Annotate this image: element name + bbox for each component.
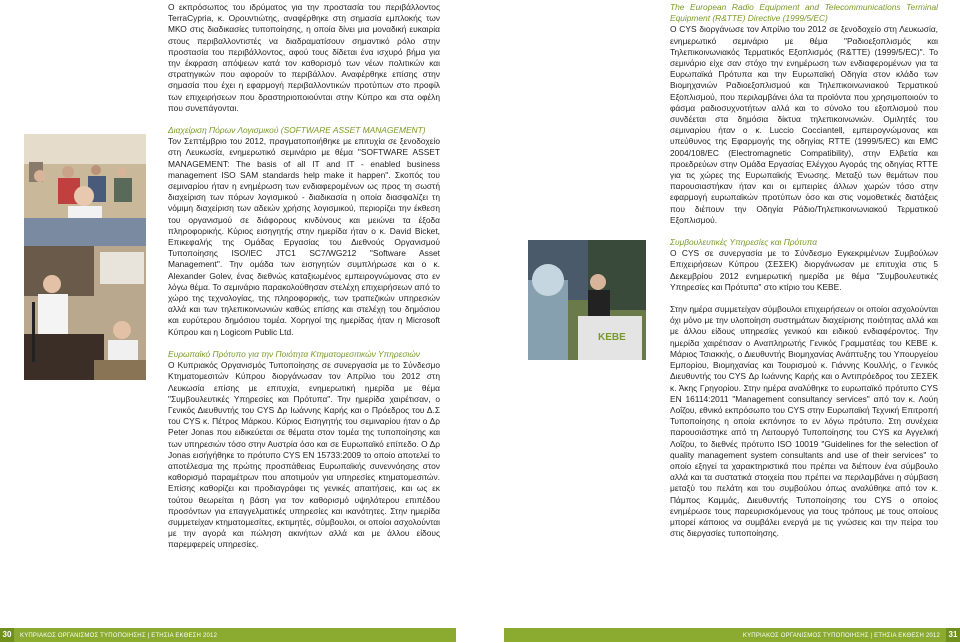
rtte-paragraph: Ο CYS διοργάνωσε τον Απρίλιο του 2012 σε ξενοδοχείο στη Λευκωσία, ενημερωτικό σεμινάριο με θέμα "Ραδιοεξοπλισμός και Τηλεπικοινωνιακός Τερματικός Εξοπλισμός (R&TTE) (1999/5/EC)". Το σεμινάριο είχε σαν στόχο την ενημέρωση των ενδιαφερομένων για τα Ευρωπαϊκά Πρότυπα και την Ευρωπαϊκή Οδηγία στον κλάδο των Βιομηχανιών Ραδιοεξοπλισμού και Τηλεπικοινωνιακού Τερματικού Εξοπλισμού, που περιλαμβάνει όλα τα προϊόντα που χρησιμοποιούν το φάσμα ραδιοσυχνοτήτων αλλά και το σύνολο του εξοπλισμού που συνδέεται στα δημόσια δίκτυα τηλεπικοινωνιών. Ομιλητές του σεμιναρίου ήταν ο κ. Luccio Cocciantell, εμπειρογνώμονας και υπεύθυνος της Εφαρμογής της οδηγίας RTTE (1999/5/EC) και EMC 2004/108/EC (Electromagnetic Compatibility), στην Ελβετία και προεδρεύων στην Ομάδα Εργασίας Ελέγχου Αγοράς της οδηγίας RTTE για τις χώρες της Ευρωπαϊκής Ένωσης. Μεταξύ των θεμάτων που παρουσιαστήκαν ήταν και οι εμπειρίες άλλων χωρών τόσο στην εφαρμογή ευρωπαϊκών προτύπων όσο και στις νομοθετικές διατάξεις που διέπουν την Οδηγία Ράδιο/Τηλεπικοινωνιακού Τερματικού Εξοπλισμού.: [670, 24, 938, 225]
seminar-photo-image: [24, 134, 146, 380]
section-heading-rtte: The European Radio Equipment and Telecommunications Terminal Equipment (R&TTE) Directive (1999/5/EC): [670, 2, 938, 24]
right-footer: [504, 628, 960, 642]
speaker-photo: [528, 240, 646, 360]
footer-title-left: ΚΥΠΡΙΑΚΟΣ ΟΡΓΑΝΙΣΜΟΣ ΤΥΠΟΠΟΙΗΣΗΣ | ΕΤΗΣΙΑ ΕΚΘΕΣΗ 2012: [20, 633, 218, 639]
left-footer: [0, 628, 456, 642]
sam-paragraph: Τον Σεπτέμβριο του 2012, πραγματοποιήθηκε με επιτυχία σε ξενοδοχείο στη Λευκωσία, ενημερωτικό σεμινάριο με θέμα "SOFTWARE ASSET MANAGEMENT: The basis of all IT and IT - enabled business management ISO SAM standards help make it happen". Σκοπός του σεμιναρίου ήταν η ενημέρωση των ενδιαφερομένων ως προς τη σωστή διαχείριση των πόρων λογισμικού - διαδικασία η οποία διασφαλίζει τη νόμιμη διαχείριση των αδειών χρήσης λογισμικού, περιορίζει την έκθεση του οργανισμού σε διάφορους κινδύνους και μειώνει τα έξοδα πληροφορικής. Κύριος εισηγητής στην ημερίδα ήταν ο κ. David Bicket, Επικεφαλής της Ομάδας Εργασίας του Διεθνούς Οργανισμού Τυποποίησης ISO/IEC JTC1 SC7/WG212 "Software Asset Management". Την ομάδα των εισηγητών συμπλήρωσε και ο κ. Alexander Golev, ένας διεθνώς καταξιωμένος εμπειρογνώμονας στο εν λόγω θέμα. Το σεμινάριο παρακολούθησαν στελέχη επιχειρήσεων από το χώρο της τεχνολογίας, της πληροφορικής, των τραπεζικών υπηρεσιών αλλά και των τηλεπικοινωνιών καθώς επίσης και στελέχη του δημόσιου και ευρύτερου δημόσιου τομέα. Χορηγοί της ημερίδας ήταν η Microsoft Κύπρου και η Logicom Public Ltd.: [168, 136, 440, 337]
right-column: [670, 2, 938, 539]
page-number-right: 31: [946, 628, 960, 642]
speaker-photo-image: [528, 240, 646, 360]
consulting-paragraph-2: Στην ημέρα συμμετείχαν σύμβουλοι επιχειρήσεων οι οποίοι ασχολούνται όχι μόνο με την υλοποίηση συστημάτων διαχείρισης ποιότητας αλλά και με άλλου είδους υπηρεσίες γενικού και ειδικού ενδιαφέροντος. Την ημερίδα χαιρέτισαν ο Αναπληρωτής Γενικός Γραμματέας του ΚΕΒΕ κ. Μάριος Τσιακκής, ο Διευθυντής Βιομηχανίας Ανάπτυξης του Υπουργείου Εμπορίου, Βιομηχανίας και Τουρισμού κ. Γιάννης Κουλλής, ο Γενικός Διευθυντής του CYS Δρ Ιωάννης Καρής και ο Αντιπρόεδρος του ΣΕΣΕΚ κ. Άκης Γρηγορίου. Στην ημέρα αναλύθηκε το ευρωπαϊκό πρότυπο CYS EN 16114:2011 "Management consultancy services" από τον κ. Λούη Λοΐζου, εθνικό εκπρόσωπο του CYS στην Ευρωπαϊκή Τεχνική Επιτροπή Τυποποίησης η οποία εκπόνησε το εν λόγω πρότυπο. Στη συνέχεια παρουσιάστηκε από τη Λειτουργό Τυποποίησης του CYS κα Αγγελική Λοΐζου, το διεθνές πρότυπο ISO 10019 "Guidelines for the selection of quality management system consultants and use of their services" το οποίο εξηγεί τα χαρακτηριστικά που πρέπει να διέπουν ένα σύμβουλο αλλά και τα συστατικά στοιχεία που πρέπει να περιλαμβάνει η σύμβαση μεταξύ του πελάτη και του συμβούλου όπως αναλύθηκε από τον κ. Πάμπος Καμμάς, Διευθυντής Τυποποίησης του CYS ο οποίος ενημέρωσε τους παρευρισκόμενους για τους τρόπους με τους οποίους μπορεί κάποιος να συμβάλει ενεργά με τις γνώσεις και την πείρα του στις διεργασίες τυποποίησης.: [670, 304, 938, 539]
section-heading-real-estate: Ευρωπαϊκό Πρότυπο για την Ποιότητα Κτηματομεσιτικών Υπηρεσιών: [168, 348, 420, 359]
page-number-left: 30: [0, 628, 14, 642]
real-estate-paragraph: Ο Κυπριακός Οργανισμός Τυποποίησης σε συνεργασία με το Σύνδεσμο Κτηματομεσιτών Κύπρου διοργάνωσαν τον Απρίλιο του 2012 στη Λευκωσία επίσης με επιτυχία, ενημερωτική ημερίδα με θέμα "Συμβουλευτικές Υπηρεσίες και Πρότυπα". Την ημερίδα χαιρέτισαν, ο Γενικός Διευθυντής του CYS Δρ Ιωάννης Καρής και ο Πρόεδρος του Δ.Σ του CYS κ. Πέτρος Μάρκου. Κύριος Εισηγητής του σεμιναρίου ήταν ο Δρ Peter Jonas που ειδικεύεται σε θέματα στον τομέα της τυποποίησης και των υπηρεσιών τόσο στην Αυστρία όσο και σε Ευρωπαϊκό επίπεδο. Ο Δρ Jonas εισήγήθηκε το πρότυπο CYS EN 15733:2009 το οποίο αποτελεί το αποτέλεσμα της πρώτης προσπάθειας Ευρωπαϊκής συνεννόησης στον καθορισμό παραμέτρων που αποτιμούν για υπηρεσίες κτηματομεσιτών. Επίσης καθορίζει και προδιαγράφει τις γενικές απαιτήσεις, και ως εκ τούτου θεωρείται η βάση για τον καθορισμό υψηλότερου επιπέδου προσόντων για επαγγελματικές υπηρεσίες και ικανότητες. Στην ημερίδα συμμετείχαν κτηματομεσίτες, εκτιμητές, σύμβουλοι, οι οποίοι ασχολούνται με την αγορά και πώληση ακινήτων αλλά και με άλλου είδους παρεμφερείς υπηρεσίες.: [168, 360, 440, 550]
section-heading-sam: Διαχείριση Πόρων Λογισμικού (SOFTWARE ASSET MANAGEMENT): [168, 125, 426, 136]
speaker-banner-text: ΚΕΒΕ: [598, 332, 626, 343]
footer-title-right: ΚΥΠΡΙΑΚΟΣ ΟΡΓΑΝΙΣΜΟΣ ΤΥΠΟΠΟΙΗΣΗΣ | ΕΤΗΣΙΑ ΕΚΘΕΣΗ 2012: [742, 633, 940, 639]
consulting-paragraph-1: Ο CYS σε συνεργασία με το Σύνδεσμο Εγκεκριμένων Συμβούλων Επιχειρήσεων Κύπρου (ΣΕΣΕΚ) διοργάνωσαν με επιτυχία στις 5 Δεκεμβρίου 2012 ενημερωτική ημερίδα με θέμα "Συμβουλευτικές Υπηρεσίες και Πρότυπα" στο κτίριο του ΚΕΒΕ.: [670, 248, 938, 292]
seminar-photo-collage: [24, 134, 146, 380]
left-column: [168, 2, 440, 551]
intro-paragraph: Ο εκπρόσωπος του ιδρύματος για την προστασία του περιβάλλοντος TerraCypria, κ. Ορουντιώτης, αναφέρθηκε στη σημασία εμπλοκής των ΜΚΟ στις διαδικασίες τυποποίησης, η οποία δίνει μια μοναδική ευκαιρία στους περιβαλλοντιστές να διαδραματίσουν σημαντικό ρόλο στην προστασία του περιβάλλοντος, αφού τους δίδεται ένα ισχυρό βήμα για την έκφραση απόψεων κατά τον καθορισμό των νέων πολιτικών και στρατηγικών που αφορούν το περιβάλλον. Αναφέρθηκε επίσης στην σημασία που έχει η εφαρμογή περιβαλλοντικών προτύπων στο προφίλ των επιχειρήσεων που δραστηριοποιούνται στην Κύπρο και στα οφέλη που συνεπάγονται.: [168, 2, 440, 113]
section-heading-consulting: Συμβουλευτικές Υπηρεσίες και Πρότυπα: [670, 237, 818, 248]
